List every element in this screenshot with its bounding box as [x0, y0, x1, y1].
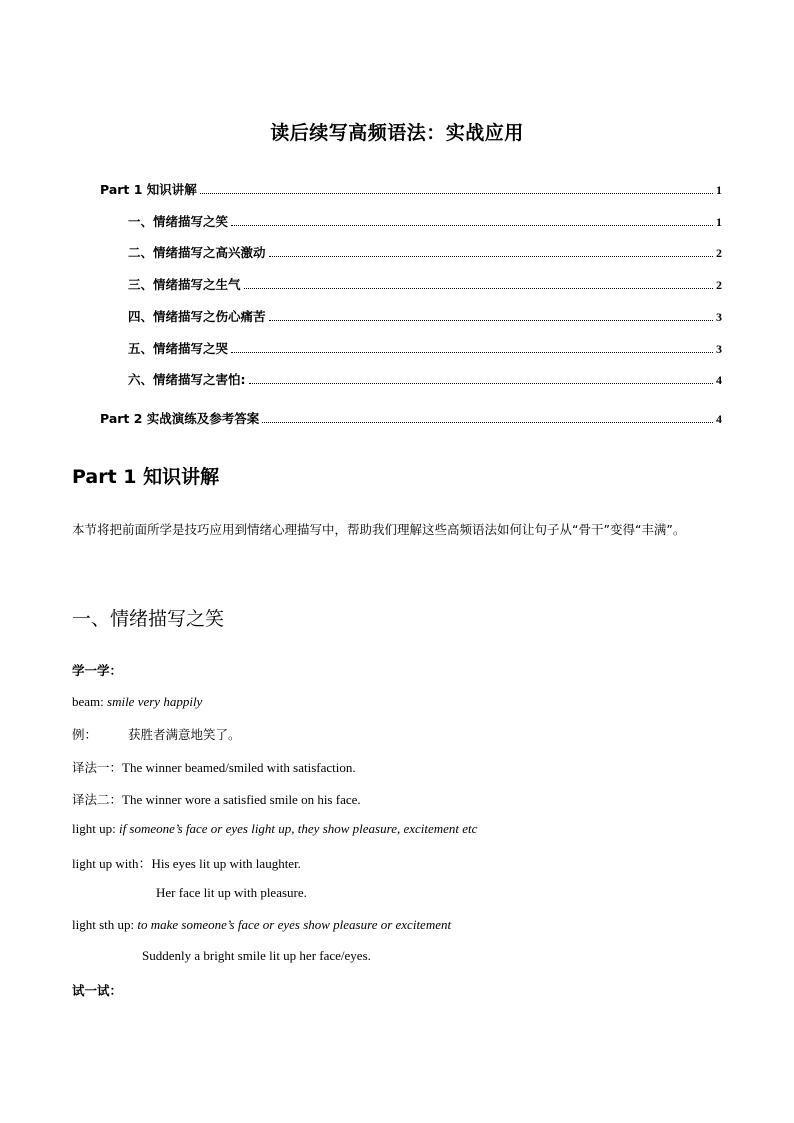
- light-up-with-example-1: His eyes lit up with laughter.: [151, 856, 301, 871]
- toc-leader: [269, 255, 713, 257]
- toc-entry-sad[interactable]: [128, 307, 722, 325]
- toc-page-number: 2: [716, 278, 722, 292]
- toc-label: 六、情绪描写之害怕:: [128, 372, 246, 387]
- translation-one-label: 译法一：: [72, 760, 123, 775]
- light-sth-up-definition: to make someone’s face or eyes show pleasure or excitement: [137, 917, 452, 932]
- example-label: 例：: [72, 727, 98, 742]
- translation-one-text: The winner beamed/smiled with satisfaction.: [122, 760, 356, 775]
- toc-leader: [269, 319, 713, 321]
- toc-page-number: 3: [716, 310, 722, 324]
- translation-two-text: The winner wore a satisfied smile on his face.: [122, 792, 361, 807]
- toc-label: 四、情绪描写之伤心痛苦: [128, 309, 266, 324]
- toc-entry-smile[interactable]: [128, 212, 722, 230]
- light-sth-up-example: Suddenly a bright smile lit up her face/eyes.: [142, 948, 371, 963]
- toc-page-number: 4: [716, 412, 722, 426]
- toc-entry-part2[interactable]: [100, 409, 722, 427]
- toc-leader: [262, 421, 713, 423]
- toc-page-number: 1: [716, 215, 722, 229]
- toc-leader: [200, 192, 713, 194]
- translation-two: [72, 790, 361, 808]
- toc-label: Part 2 实战演练及参考答案: [100, 411, 260, 426]
- light-sth-up-entry: [72, 917, 451, 933]
- light-up-with-example-2: Her face lit up with pleasure.: [156, 885, 307, 900]
- light-up-with-line: [72, 853, 301, 872]
- toc-label: 五、情绪描写之哭: [128, 341, 229, 356]
- toc-label: 一、情绪描写之笑: [128, 214, 229, 229]
- toc-page-number: 3: [716, 342, 722, 356]
- toc-leader: [231, 351, 713, 353]
- toc-leader: [249, 382, 714, 384]
- try-label: 试一试：: [72, 983, 123, 998]
- learn-label: 学一学：: [72, 663, 123, 678]
- toc-leader: [244, 287, 713, 289]
- document-title: 读后续写高频语法：实战应用: [270, 122, 524, 144]
- beam-term: beam:: [72, 694, 108, 709]
- toc-label: 二、情绪描写之高兴激动: [128, 245, 266, 260]
- toc-entry-angry[interactable]: [128, 275, 722, 293]
- part1-intro: 本节将把前面所学是技巧应用到情绪心理描写中，帮助我们理解这些高频语法如何让句子从“骨干”变得“丰满”。: [72, 522, 686, 537]
- beam-entry: [72, 694, 202, 710]
- part1-heading: Part 1 知识讲解: [72, 466, 220, 488]
- toc-page-number: 2: [716, 246, 722, 260]
- toc-page-number: 4: [716, 373, 722, 387]
- translation-one: [72, 758, 356, 776]
- toc-leader: [231, 224, 713, 226]
- toc-entry-fear[interactable]: [128, 370, 722, 388]
- light-up-with-label: light up with：: [72, 856, 152, 871]
- toc-entry-happy[interactable]: [128, 243, 722, 261]
- toc-entry-cry[interactable]: [128, 339, 722, 357]
- toc-label: 三、情绪描写之生气: [128, 277, 241, 292]
- toc-entry-part1[interactable]: [100, 180, 722, 198]
- section1-heading: 一、情绪描写之笑: [72, 608, 225, 630]
- light-up-definition: if someone’s face or eyes light up, they show pleasure, excitement etc: [118, 821, 478, 836]
- example-line: [72, 725, 241, 743]
- light-up-entry: [72, 821, 477, 837]
- light-sth-up-term: light sth up:: [72, 917, 138, 932]
- beam-definition: smile very happily: [107, 694, 203, 709]
- toc-label: Part 1 知识讲解: [100, 182, 197, 197]
- light-up-term: light up:: [72, 821, 119, 836]
- translation-two-label: 译法二：: [72, 792, 123, 807]
- toc-page-number: 1: [716, 183, 722, 197]
- example-chinese: 获胜者满意地笑了。: [128, 727, 241, 742]
